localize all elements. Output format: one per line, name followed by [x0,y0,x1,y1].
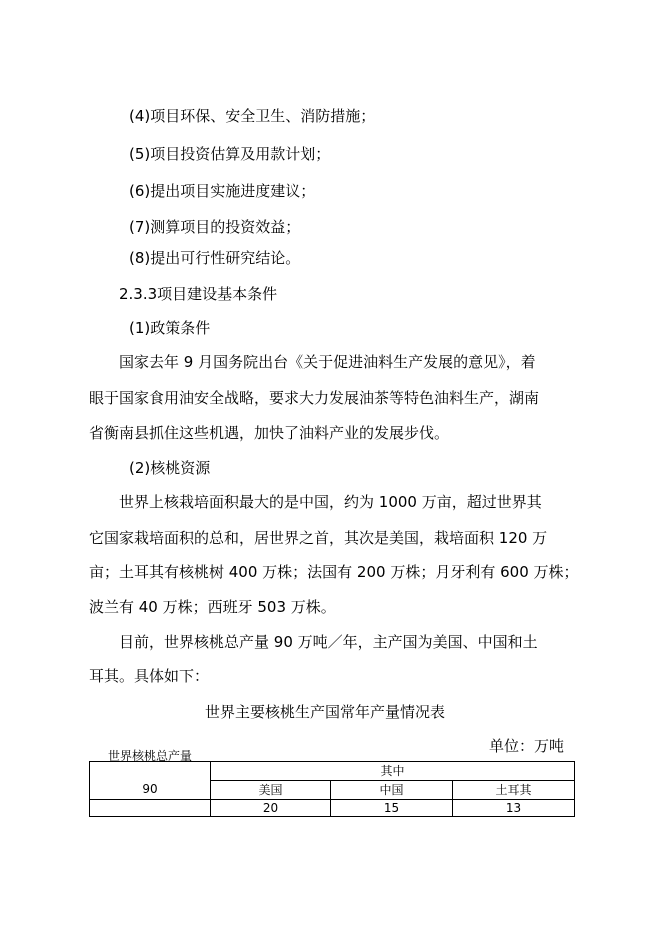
country-header-china: 中国 [331,781,453,800]
value-china: 15 [331,800,453,817]
list-item-5: (5)项目投资估算及用款计划； [129,145,331,163]
list-item-6: (6)提出项目实施进度建议； [129,182,316,200]
production-table [89,749,575,817]
list-item-7: (7)测算项目的投资效益； [129,218,301,236]
total-production-cell [90,749,211,800]
table-header-row [90,762,575,781]
group-header: 其中 [211,762,575,781]
walnut-paragraph-line-3: 亩；土耳其有核桃树 400 万株；法国有 200 万株；月牙利有 600 万株； [89,563,579,581]
walnut-paragraph-line-1: 世界上核栽培面积最大的是中国，约为 1000 万亩，超过世界其 [119,493,542,511]
table-title: 世界主要核桃生产国常年产量情况表 [205,703,446,721]
country-header-turkey: 土耳其 [453,781,575,800]
section-heading: 2.3.3项目建设基本条件 [119,285,278,303]
value-turkey: 13 [453,800,575,817]
total-production-header: 世界核桃总产量 [107,749,192,763]
list-item-8: (8)提出可行性研究结论。 [129,249,301,267]
value-usa: 20 [211,800,331,817]
policy-paragraph-line-3: 省衡南县抓住这些机遇，加快了油料产业的发展步伐。 [89,424,450,442]
value-row [90,800,575,817]
walnut-paragraph-line-2: 它国家栽培面积的总和，居世界之首，其次是美国，栽培面积 120 万 [89,529,548,547]
unit-label: 单位：万吨 [489,737,565,755]
policy-paragraph-line-1: 国家去年 9 月国务院出台《关于促进油料生产发展的意见》，着 [119,353,536,371]
policy-subheading: (1)政策条件 [129,319,211,337]
production-paragraph-line-1: 目前，世界核桃总产量 90 万吨／年，主产国为美国、中国和土 [119,633,538,651]
walnut-subheading: (2)核桃资源 [129,459,211,477]
total-production-value: 90 [142,782,158,796]
policy-paragraph-line-2: 眼于国家食用油安全战略，要求大力发展油茶等特色油料生产，湖南 [89,389,540,407]
walnut-paragraph-line-4: 波兰有 40 万株；西班牙 503 万株。 [89,598,336,616]
list-item-4: (4)项目环保、安全卫生、消防措施； [129,107,376,125]
country-header-usa: 美国 [211,781,331,800]
production-paragraph-line-2: 耳其。具体如下： [89,667,210,685]
empty-cell [90,800,211,817]
